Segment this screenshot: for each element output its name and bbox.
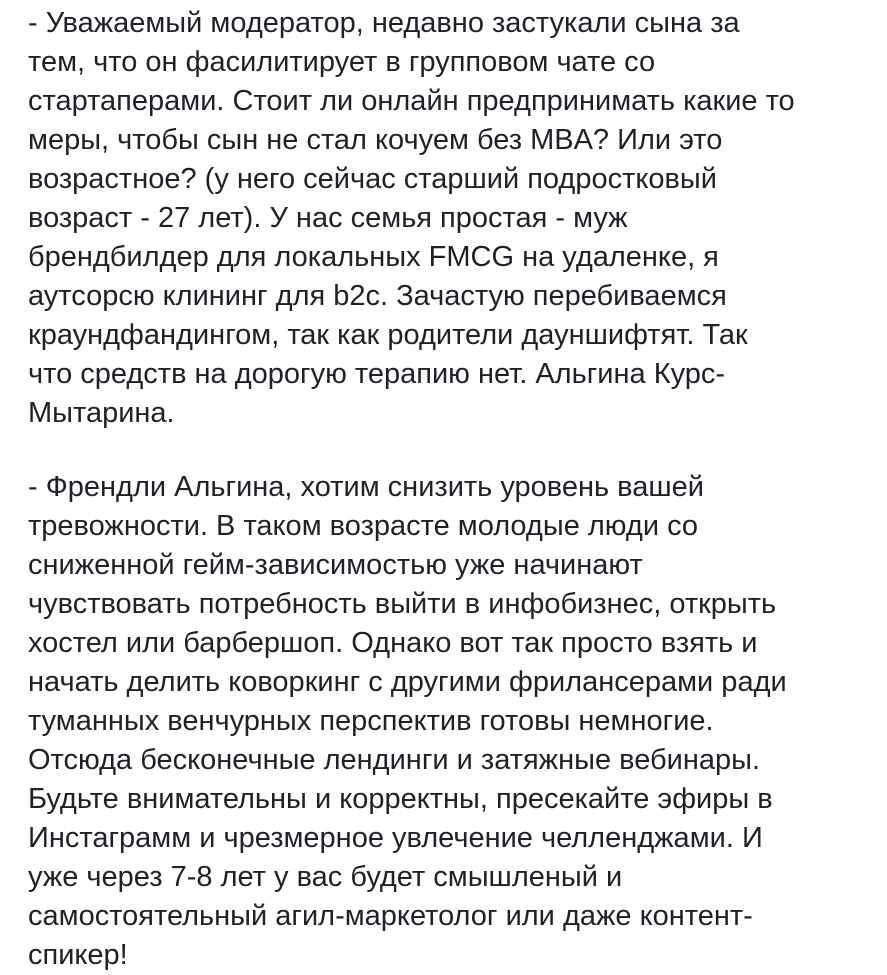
text-line: возрастное? (у него сейчас старший подростковый	[28, 163, 717, 195]
text-line: тем, что он фасилитирует в групповом чате со	[28, 46, 656, 78]
text-line: брендбилдер для локальных FMCG на удаленке, я	[28, 241, 719, 273]
text-line: - Уважаемый модератор, недавно застукали сына за	[28, 7, 740, 39]
paragraph-gap	[28, 433, 878, 468]
text-line: хостел или барбершоп. Однако вот так просто взять и	[28, 627, 758, 659]
text-line: аутсорсю клининг для b2c. Зачастую перебиваемся	[28, 280, 727, 312]
text-line: краундфандингом, так как родители дауншифтят. Так	[28, 319, 748, 351]
text-line: Будьте внимательны и корректны, пресекайте эфиры в	[28, 783, 773, 815]
text-line: стартаперами. Стоит ли онлайн предпринимать какие то	[28, 85, 795, 117]
text-line: чувствовать потребность выйти в инфобизнес, открыть	[28, 588, 777, 620]
text-line: самостоятельный агил-маркетолог или даже контент-	[28, 900, 753, 932]
text-line: возраст - 27 лет). У нас семья простая - муж	[28, 202, 628, 234]
text-line: начать делить коворкинг с другими фрилансерами ради	[28, 666, 787, 698]
text-line: Мытарина.	[28, 397, 175, 429]
text-line: Отсюда бесконечные лендинги и затяжные вебинары.	[28, 744, 760, 776]
text-line: уже через 7-8 лет у вас будет смышленый и	[28, 861, 623, 893]
post-text	[28, 0, 878, 975]
text-line: что средств на дорогую терапию нет. Альгина Курс-	[28, 358, 726, 390]
text-line: меры, чтобы сын не стал кочуем без MBA? Или это	[28, 124, 723, 156]
text-line: Инстаграмм и чрезмерное увлечение челленджами. И	[28, 822, 763, 854]
text-line: спикер!	[28, 939, 128, 971]
question-paragraph	[28, 4, 878, 433]
text-line: сниженной гейм-зависимостью уже начинают	[28, 549, 643, 581]
answer-paragraph	[28, 468, 878, 975]
text-line: - Френдли Альгина, хотим снизить уровень вашей	[28, 471, 704, 503]
text-line: тревожности. В таком возрасте молодые люди со	[28, 510, 699, 542]
text-line: туманных венчурных перспектив готовы немногие.	[28, 705, 714, 737]
